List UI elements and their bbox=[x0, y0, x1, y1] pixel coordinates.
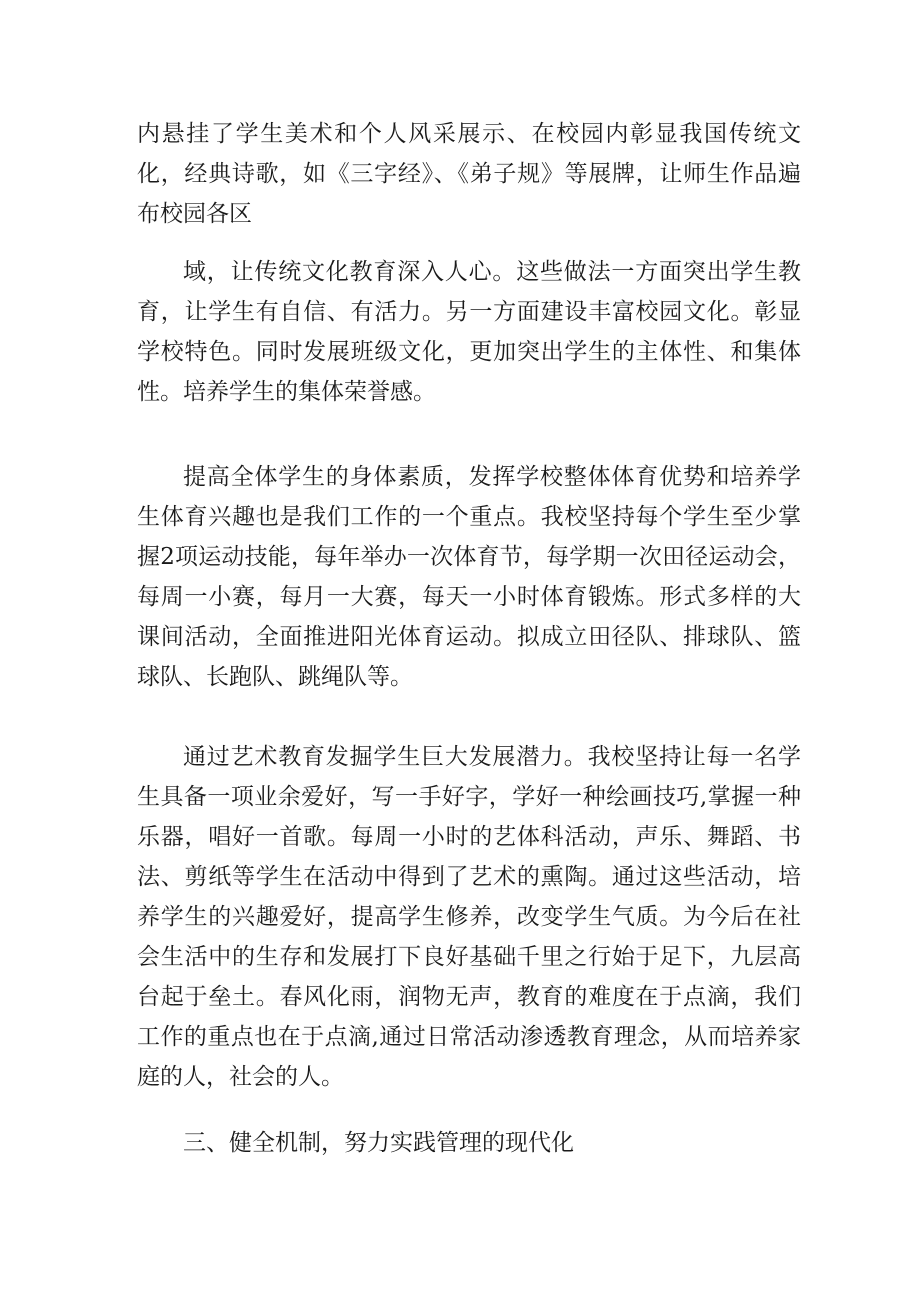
paragraph-3: 提高全体学生的身体素质，发挥学校整体体育优势和培养学生体育兴趣也是我们工作的一个重点。我校坚持每个学生至少掌握2项运动技能，每年举办一次体育节，每学期一次田径运动会，每周一小赛，每月一大赛，每天一小时体育锻炼。形式多样的大课间活动，全面推进阳光体育运动。拟成立田径队、排球队、篮球队、长跑队、跳绳队等。 bbox=[137, 464, 801, 690]
section-heading: 三、健全机制，努力实践管理的现代化 bbox=[183, 1130, 574, 1156]
paragraph-2: 域，让传统文化教育深入人心。这些做法一方面突出学生教育，让学生有自信、有活力。另一方面建设丰富校园文化。彰显学校特色。同时发展班级文化，更加突出学生的主体性、和集体性。培养学生的集体荣誉感。 bbox=[137, 259, 801, 405]
paragraph-4: 通过艺术教育发掘学生巨大发展潜力。我校坚持让每一名学生具备一项业余爱好，写一手好字，学好一种绘画技巧,掌握一种乐器，唱好一首歌。每周一小时的艺体科活动，声乐、舞蹈、书法、剪纸等学生在活动中得到了艺术的熏陶。通过这些活动，培养学生的兴趣爱好，提高学生修养，改变学生气质。为今后在社会生活中的生存和发展打下良好基础千里之行始于足下，九层高台起于垒土。春风化雨，润物无声，教育的难度在于点滴，我们工作的重点也在于点滴,通过日常活动渗透教育理念，从而培养家庭的人，社会的人。 bbox=[137, 744, 801, 1090]
paragraph-1: 内悬挂了学生美术和个人风采展示、在校园内彰显我国传统文化，经典诗歌，如《三字经》、《弟子规》等展牌，让师生作品遍布校园各区 bbox=[137, 121, 801, 227]
